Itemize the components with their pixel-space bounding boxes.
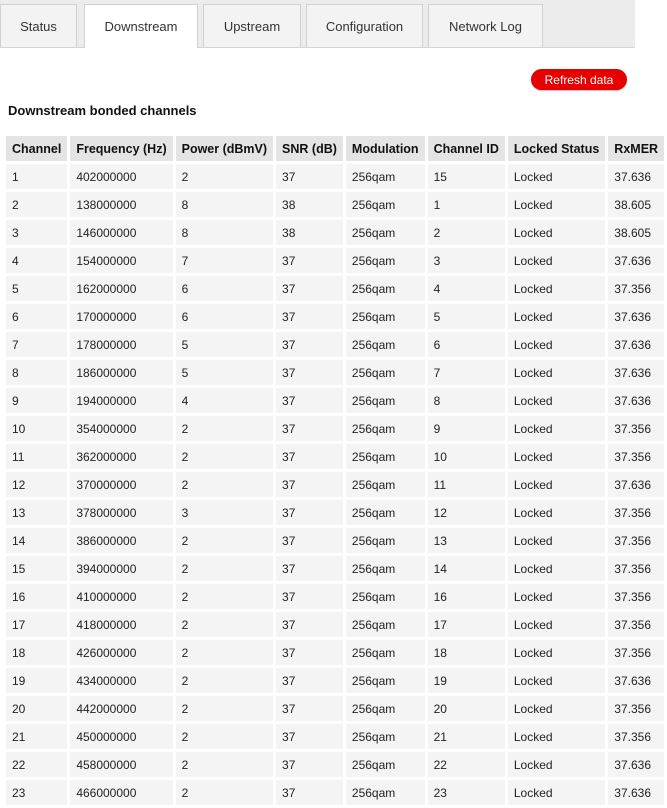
cell-channel-id: 10 <box>428 444 505 469</box>
cell-modulation: 256qam <box>346 584 425 609</box>
cell-frequency: 442000000 <box>70 696 172 721</box>
cell-frequency: 378000000 <box>70 500 172 525</box>
cell-rxmer: 37.636 <box>608 472 664 497</box>
cell-channel: 5 <box>6 276 67 301</box>
table-row <box>6 164 664 189</box>
cell-snr: 37 <box>276 696 343 721</box>
cell-rxmer: 37.636 <box>608 360 664 385</box>
table-row <box>6 360 664 385</box>
cell-snr: 38 <box>276 220 343 245</box>
cell-snr: 37 <box>276 248 343 273</box>
cell-frequency: 354000000 <box>70 416 172 441</box>
cell-rxmer: 37.636 <box>608 248 664 273</box>
cell-channel: 8 <box>6 360 67 385</box>
cell-frequency: 458000000 <box>70 752 172 777</box>
cell-channel-id: 15 <box>428 164 505 189</box>
cell-snr: 37 <box>276 276 343 301</box>
cell-power: 5 <box>176 332 273 357</box>
cell-snr: 38 <box>276 192 343 217</box>
cell-locked-status: Locked <box>508 752 605 777</box>
cell-locked-status: Locked <box>508 360 605 385</box>
cell-locked-status: Locked <box>508 192 605 217</box>
cell-channel: 23 <box>6 780 67 805</box>
table-row <box>6 388 664 413</box>
cell-channel: 12 <box>6 472 67 497</box>
cell-channel-id: 2 <box>428 220 505 245</box>
section-title: Downstream bonded channels <box>8 103 197 118</box>
column-header-modulation: Modulation <box>346 136 425 161</box>
cell-frequency: 186000000 <box>70 360 172 385</box>
cell-locked-status: Locked <box>508 332 605 357</box>
column-header-snr: SNR (dB) <box>276 136 343 161</box>
cell-locked-status: Locked <box>508 780 605 805</box>
cell-power: 2 <box>176 668 273 693</box>
cell-power: 2 <box>176 584 273 609</box>
cell-modulation: 256qam <box>346 556 425 581</box>
cell-rxmer: 37.356 <box>608 640 664 665</box>
cell-locked-status: Locked <box>508 612 605 637</box>
cell-locked-status: Locked <box>508 444 605 469</box>
cell-locked-status: Locked <box>508 640 605 665</box>
cell-power: 2 <box>176 780 273 805</box>
cell-power: 2 <box>176 612 273 637</box>
cell-locked-status: Locked <box>508 500 605 525</box>
cell-power: 2 <box>176 696 273 721</box>
cell-power: 6 <box>176 304 273 329</box>
cell-channel: 17 <box>6 612 67 637</box>
cell-power: 2 <box>176 164 273 189</box>
cell-snr: 37 <box>276 584 343 609</box>
cell-channel-id: 3 <box>428 248 505 273</box>
cell-snr: 37 <box>276 556 343 581</box>
cell-channel-id: 14 <box>428 556 505 581</box>
cell-channel: 16 <box>6 584 67 609</box>
cell-frequency: 370000000 <box>70 472 172 497</box>
cell-modulation: 256qam <box>346 752 425 777</box>
cell-snr: 37 <box>276 388 343 413</box>
cell-power: 8 <box>176 192 273 217</box>
cell-channel: 13 <box>6 500 67 525</box>
cell-rxmer: 37.636 <box>608 780 664 805</box>
tab-bar <box>0 0 635 48</box>
cell-channel-id: 18 <box>428 640 505 665</box>
cell-snr: 37 <box>276 164 343 189</box>
cell-locked-status: Locked <box>508 304 605 329</box>
cell-channel-id: 23 <box>428 780 505 805</box>
column-header-channel-id: Channel ID <box>428 136 505 161</box>
column-header-channel: Channel <box>6 136 67 161</box>
cell-locked-status: Locked <box>508 724 605 749</box>
cell-channel-id: 22 <box>428 752 505 777</box>
cell-locked-status: Locked <box>508 388 605 413</box>
cell-rxmer: 37.636 <box>608 332 664 357</box>
cell-channel-id: 17 <box>428 612 505 637</box>
cell-snr: 37 <box>276 780 343 805</box>
cell-channel-id: 12 <box>428 500 505 525</box>
cell-channel-id: 19 <box>428 668 505 693</box>
table-row <box>6 752 664 777</box>
column-header-frequency: Frequency (Hz) <box>70 136 172 161</box>
cell-rxmer: 37.636 <box>608 388 664 413</box>
cell-rxmer: 37.356 <box>608 276 664 301</box>
cell-snr: 37 <box>276 612 343 637</box>
cell-power: 2 <box>176 472 273 497</box>
cell-power: 6 <box>176 276 273 301</box>
cell-modulation: 256qam <box>346 668 425 693</box>
cell-locked-status: Locked <box>508 164 605 189</box>
cell-channel: 1 <box>6 164 67 189</box>
table-row <box>6 668 664 693</box>
table-row <box>6 780 664 805</box>
cell-power: 8 <box>176 220 273 245</box>
cell-channel: 15 <box>6 556 67 581</box>
cell-power: 2 <box>176 528 273 553</box>
cell-rxmer: 37.356 <box>608 500 664 525</box>
cell-channel: 11 <box>6 444 67 469</box>
column-header-power: Power (dBmV) <box>176 136 273 161</box>
cell-modulation: 256qam <box>346 248 425 273</box>
tab-network-log[interactable]: Network Log <box>428 4 543 47</box>
cell-frequency: 362000000 <box>70 444 172 469</box>
cell-snr: 37 <box>276 528 343 553</box>
cell-rxmer: 37.356 <box>608 528 664 553</box>
cell-locked-status: Locked <box>508 248 605 273</box>
cell-channel: 4 <box>6 248 67 273</box>
cell-snr: 37 <box>276 416 343 441</box>
tab-status[interactable]: Status <box>0 4 77 47</box>
table-row <box>6 332 664 357</box>
cell-channel: 19 <box>6 668 67 693</box>
table-row <box>6 304 664 329</box>
cell-frequency: 410000000 <box>70 584 172 609</box>
cell-snr: 37 <box>276 500 343 525</box>
cell-locked-status: Locked <box>508 556 605 581</box>
table-row <box>6 416 664 441</box>
cell-modulation: 256qam <box>346 472 425 497</box>
tab-downstream[interactable]: Downstream <box>84 4 198 48</box>
table-row <box>6 220 664 245</box>
cell-locked-status: Locked <box>508 584 605 609</box>
cell-power: 2 <box>176 556 273 581</box>
cell-channel-id: 6 <box>428 332 505 357</box>
cell-channel: 7 <box>6 332 67 357</box>
cell-locked-status: Locked <box>508 696 605 721</box>
cell-channel-id: 20 <box>428 696 505 721</box>
cell-rxmer: 37.636 <box>608 164 664 189</box>
cell-frequency: 394000000 <box>70 556 172 581</box>
cell-power: 3 <box>176 500 273 525</box>
tab-upstream[interactable]: Upstream <box>203 4 301 47</box>
cell-channel: 9 <box>6 388 67 413</box>
cell-channel-id: 8 <box>428 388 505 413</box>
cell-channel-id: 4 <box>428 276 505 301</box>
cell-snr: 37 <box>276 668 343 693</box>
cell-frequency: 402000000 <box>70 164 172 189</box>
cell-power: 2 <box>176 640 273 665</box>
cell-channel: 20 <box>6 696 67 721</box>
cell-rxmer: 37.356 <box>608 416 664 441</box>
cell-rxmer: 37.356 <box>608 584 664 609</box>
cell-frequency: 146000000 <box>70 220 172 245</box>
table-row <box>6 472 664 497</box>
cell-frequency: 138000000 <box>70 192 172 217</box>
cell-rxmer: 38.605 <box>608 220 664 245</box>
table-row <box>6 696 664 721</box>
cell-modulation: 256qam <box>346 192 425 217</box>
cell-snr: 37 <box>276 332 343 357</box>
cell-channel-id: 13 <box>428 528 505 553</box>
cell-modulation: 256qam <box>346 528 425 553</box>
cell-snr: 37 <box>276 724 343 749</box>
table-row <box>6 528 664 553</box>
cell-modulation: 256qam <box>346 220 425 245</box>
table-row <box>6 444 664 469</box>
cell-modulation: 256qam <box>346 724 425 749</box>
table-row <box>6 248 664 273</box>
cell-frequency: 178000000 <box>70 332 172 357</box>
column-header-locked-status: Locked Status <box>508 136 605 161</box>
cell-modulation: 256qam <box>346 696 425 721</box>
cell-rxmer: 37.356 <box>608 724 664 749</box>
cell-frequency: 426000000 <box>70 640 172 665</box>
cell-power: 2 <box>176 752 273 777</box>
cell-modulation: 256qam <box>346 304 425 329</box>
cell-channel-id: 7 <box>428 360 505 385</box>
table-header-row <box>6 136 664 161</box>
cell-frequency: 434000000 <box>70 668 172 693</box>
cell-channel: 14 <box>6 528 67 553</box>
cell-snr: 37 <box>276 472 343 497</box>
cell-channel: 21 <box>6 724 67 749</box>
cell-rxmer: 38.605 <box>608 192 664 217</box>
cell-snr: 37 <box>276 640 343 665</box>
table-row <box>6 276 664 301</box>
column-header-rxmer: RxMER <box>608 136 664 161</box>
cell-snr: 37 <box>276 752 343 777</box>
cell-channel-id: 5 <box>428 304 505 329</box>
cell-channel: 2 <box>6 192 67 217</box>
cell-modulation: 256qam <box>346 388 425 413</box>
cell-power: 7 <box>176 248 273 273</box>
cell-channel: 3 <box>6 220 67 245</box>
cell-rxmer: 37.356 <box>608 444 664 469</box>
cell-channel: 6 <box>6 304 67 329</box>
cell-locked-status: Locked <box>508 528 605 553</box>
cell-frequency: 466000000 <box>70 780 172 805</box>
cell-power: 5 <box>176 360 273 385</box>
tab-configuration[interactable]: Configuration <box>306 4 423 47</box>
cell-frequency: 194000000 <box>70 388 172 413</box>
cell-channel-id: 1 <box>428 192 505 217</box>
table-row <box>6 500 664 525</box>
cell-locked-status: Locked <box>508 416 605 441</box>
cell-frequency: 450000000 <box>70 724 172 749</box>
cell-rxmer: 37.356 <box>608 612 664 637</box>
table-row <box>6 640 664 665</box>
cell-modulation: 256qam <box>346 360 425 385</box>
cell-channel-id: 9 <box>428 416 505 441</box>
cell-modulation: 256qam <box>346 164 425 189</box>
cell-channel-id: 21 <box>428 724 505 749</box>
cell-power: 2 <box>176 416 273 441</box>
cell-rxmer: 37.356 <box>608 556 664 581</box>
cell-rxmer: 37.636 <box>608 668 664 693</box>
downstream-table-container[interactable] <box>0 136 659 800</box>
cell-modulation: 256qam <box>346 640 425 665</box>
cell-channel: 22 <box>6 752 67 777</box>
cell-modulation: 256qam <box>346 780 425 805</box>
cell-frequency: 418000000 <box>70 612 172 637</box>
cell-frequency: 170000000 <box>70 304 172 329</box>
cell-channel-id: 11 <box>428 472 505 497</box>
table-row <box>6 724 664 749</box>
cell-rxmer: 37.356 <box>608 696 664 721</box>
table-body <box>6 164 664 805</box>
downstream-channels-table <box>3 133 667 808</box>
cell-modulation: 256qam <box>346 332 425 357</box>
table-row <box>6 192 664 217</box>
table-row <box>6 556 664 581</box>
cell-snr: 37 <box>276 360 343 385</box>
cell-frequency: 162000000 <box>70 276 172 301</box>
cell-power: 2 <box>176 724 273 749</box>
cell-frequency: 386000000 <box>70 528 172 553</box>
cell-channel: 18 <box>6 640 67 665</box>
cell-channel-id: 16 <box>428 584 505 609</box>
cell-locked-status: Locked <box>508 220 605 245</box>
cell-rxmer: 37.636 <box>608 752 664 777</box>
cell-locked-status: Locked <box>508 472 605 497</box>
cell-channel: 10 <box>6 416 67 441</box>
cell-snr: 37 <box>276 304 343 329</box>
cell-modulation: 256qam <box>346 416 425 441</box>
cell-frequency: 154000000 <box>70 248 172 273</box>
cell-power: 2 <box>176 444 273 469</box>
cell-locked-status: Locked <box>508 276 605 301</box>
cell-modulation: 256qam <box>346 612 425 637</box>
cell-modulation: 256qam <box>346 276 425 301</box>
table-row <box>6 584 664 609</box>
cell-locked-status: Locked <box>508 668 605 693</box>
cell-power: 4 <box>176 388 273 413</box>
cell-snr: 37 <box>276 444 343 469</box>
refresh-data-button[interactable]: Refresh data <box>531 69 627 90</box>
cell-rxmer: 37.636 <box>608 304 664 329</box>
cell-modulation: 256qam <box>346 444 425 469</box>
table-row <box>6 612 664 637</box>
cell-modulation: 256qam <box>346 500 425 525</box>
